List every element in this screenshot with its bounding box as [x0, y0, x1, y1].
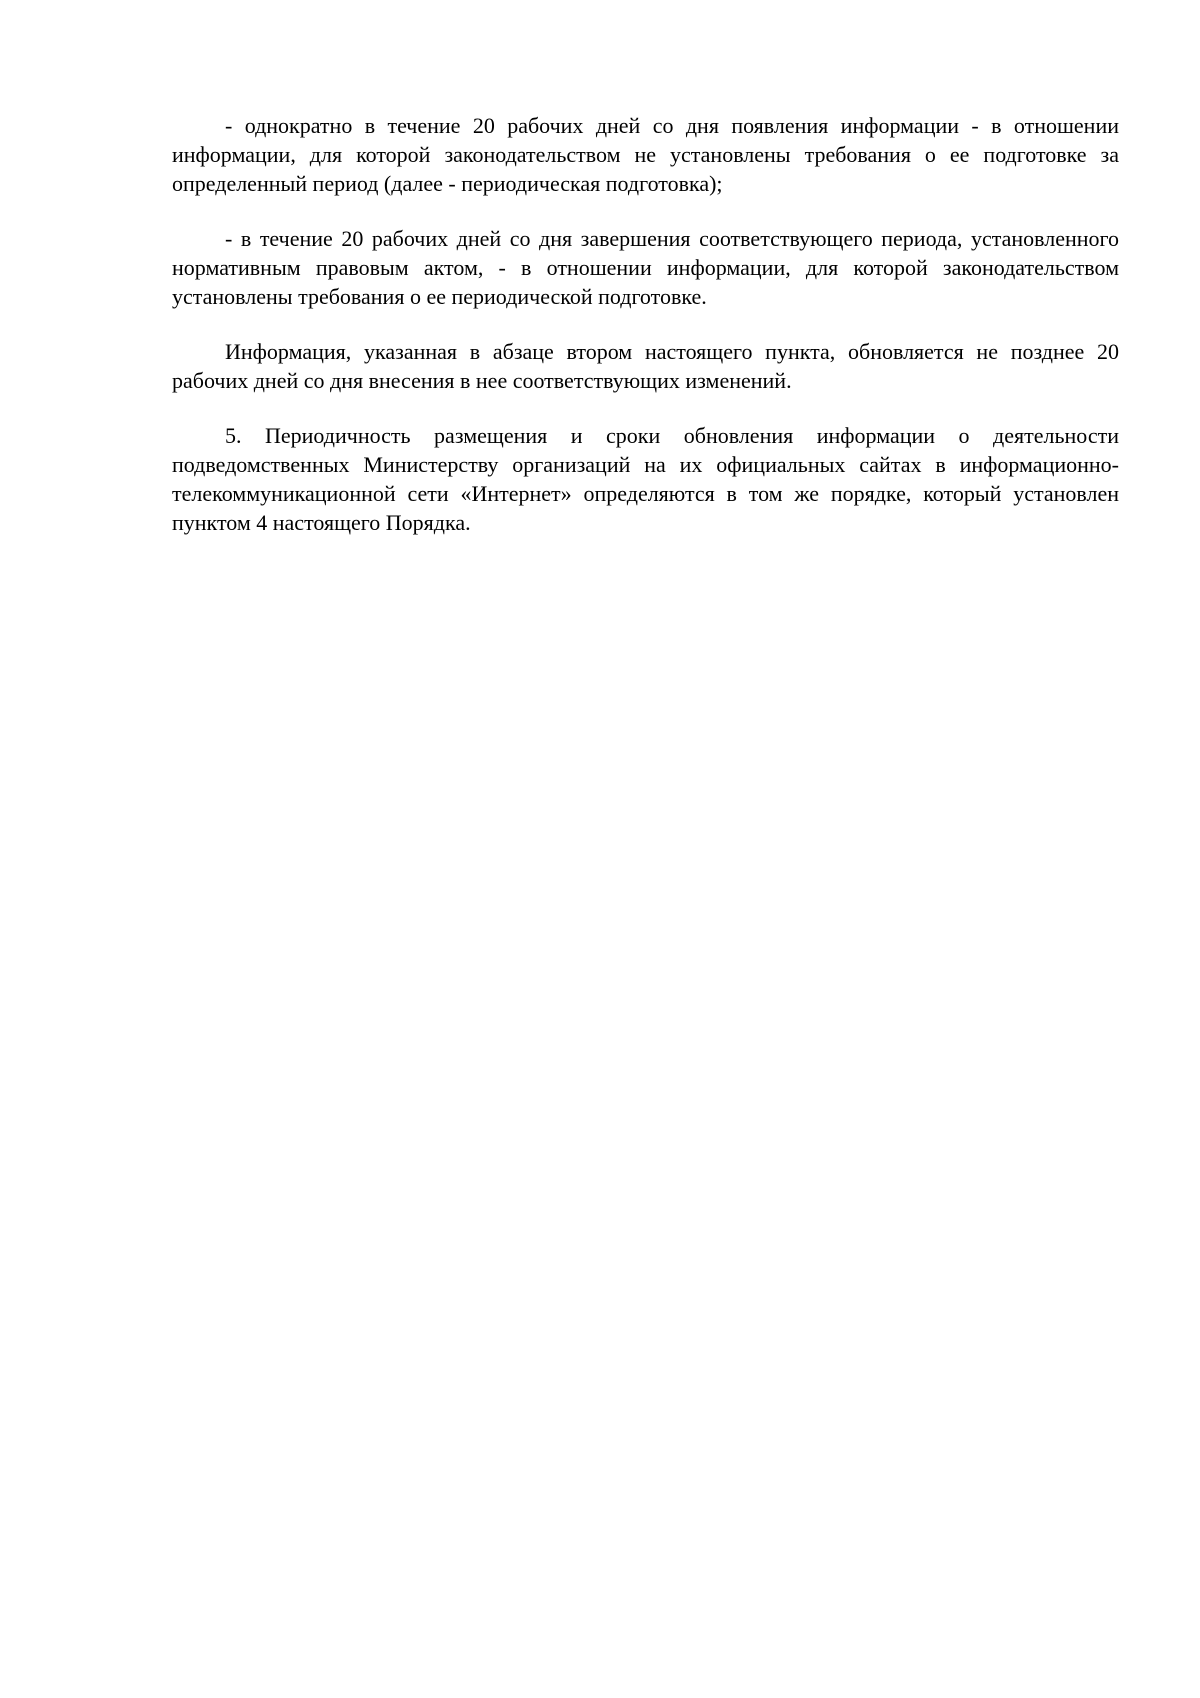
paragraph-periodic-publication: - в течение 20 рабочих дней со дня завершения соответствующего периода, установленного нормативным правовым актом, - в отношении информации, для которой законодательством установлены требования о ее периодической подготовке. [172, 226, 1119, 309]
paragraph-item-5: 5. Периодичность размещения и сроки обновления информации о деятельности подведомственных Министерству организаций на их официальных сайтах в информационно-телекоммуникационной сети «Интернет» определяются в том же порядке, который установлен пунктом 4 настоящего Порядка. [172, 423, 1119, 535]
paragraph-one-time-publication: - однократно в течение 20 рабочих дней со дня появления информации - в отношении информации, для которой законодательством не установлены требования о ее подготовке за определенный период (далее - периодическая подготовка); [172, 113, 1119, 196]
document-body [172, 111, 1119, 563]
paragraph-update-deadline: Информация, указанная в абзаце втором настоящего пункта, обновляется не позднее 20 рабочих дней со дня внесения в нее соответствующих изменений. [172, 339, 1119, 393]
